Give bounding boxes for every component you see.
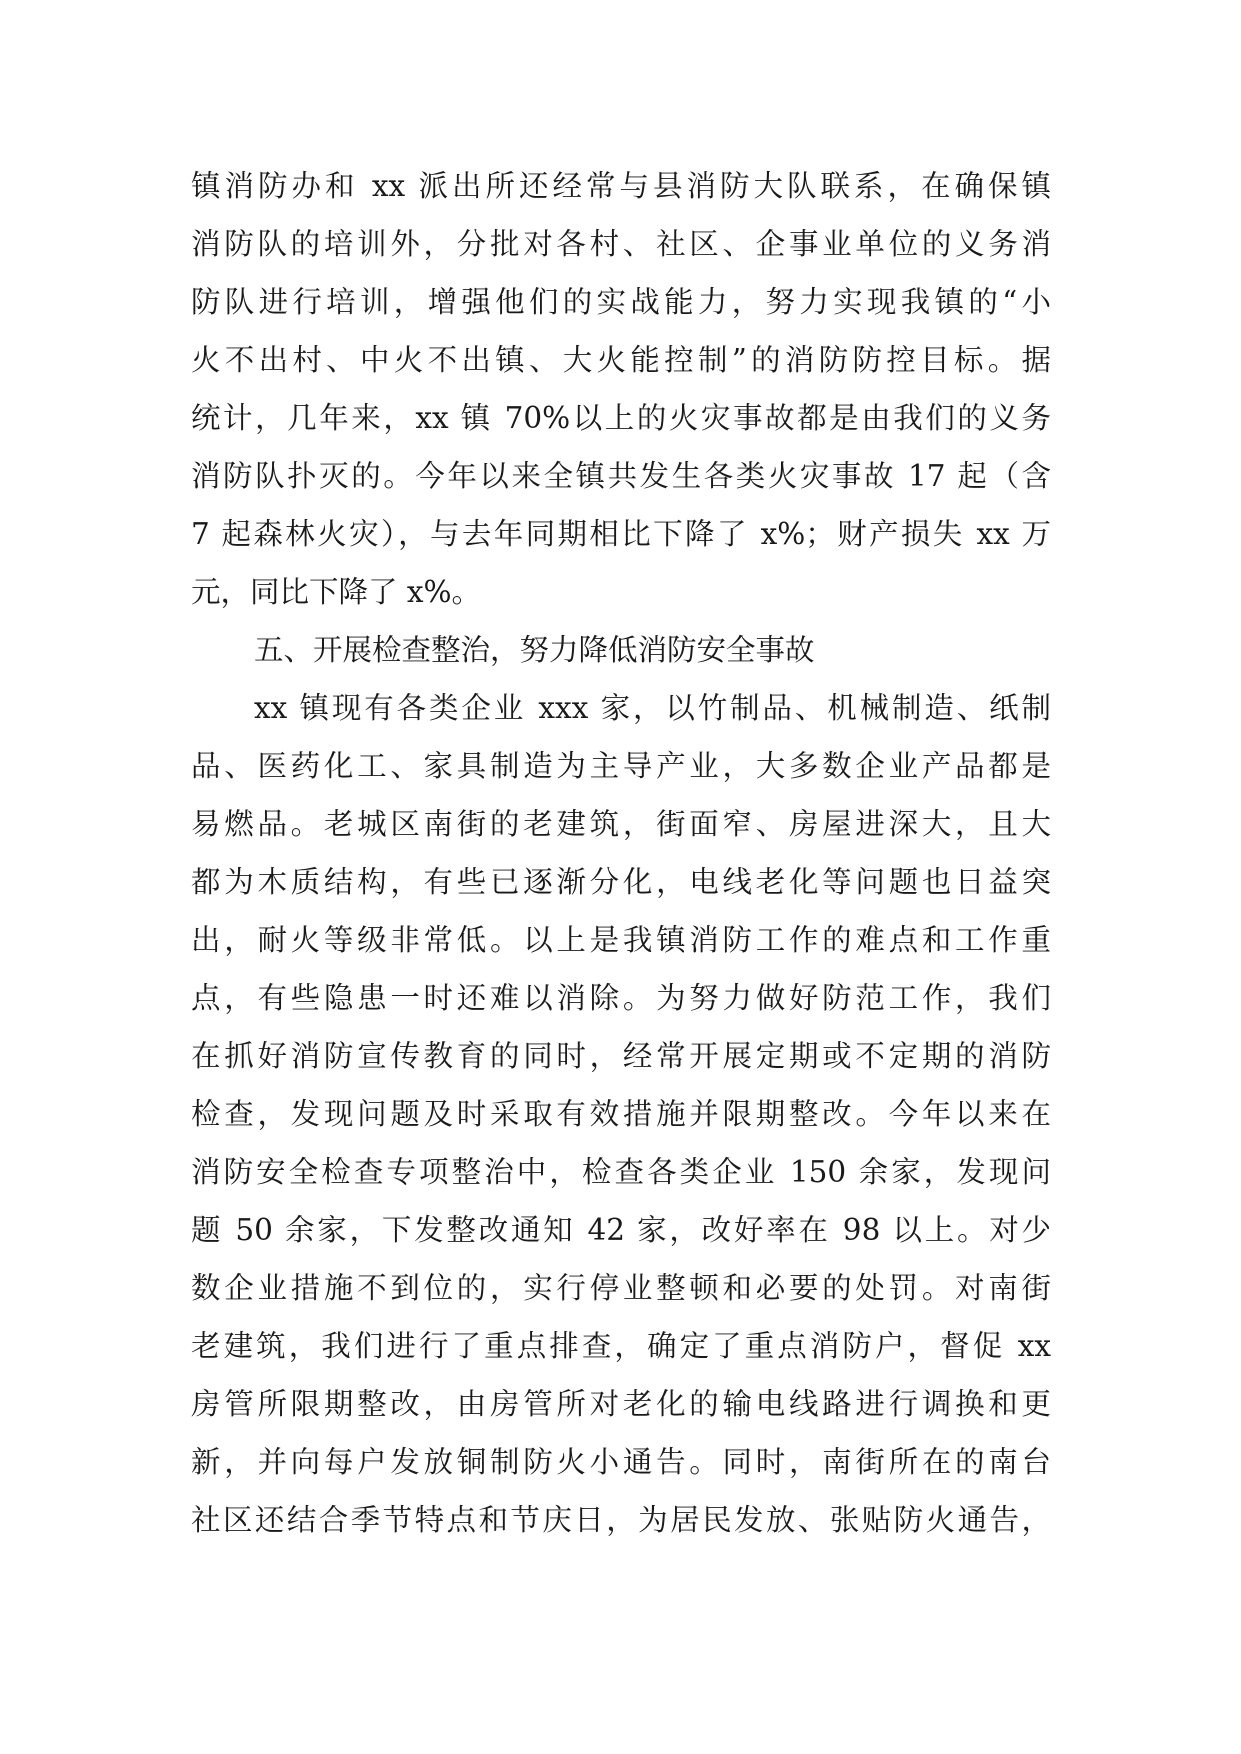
paragraph-1-line-5: 统计，几年来，xx 镇 70%以上的火灾事故都是由我们的义务	[191, 401, 1051, 435]
paragraph-2-line-8: 检查，发现问题及时采取有效措施并限期整改。今年以来在	[191, 1097, 1051, 1131]
section-heading: 五、开展检查整治，努力降低消防安全事故	[254, 633, 815, 667]
paragraph-2-line-13: 房管所限期整改，由房管所对老化的输电线路进行调换和更	[191, 1387, 1051, 1421]
paragraph-2-line-12: 老建筑，我们进行了重点排查，确定了重点消防户，督促 xx	[191, 1329, 1051, 1363]
paragraph-2-line-1: xx 镇现有各类企业 xxx 家，以竹制品、机械制造、纸制	[254, 691, 1051, 725]
paragraph-1-line-2: 消防队的培训外，分批对各村、社区、企事业单位的义务消	[191, 227, 1051, 261]
paragraph-2-line-2: 品、医药化工、家具制造为主导产业，大多数企业产品都是	[191, 749, 1051, 783]
paragraph-2-line-5: 出，耐火等级非常低。以上是我镇消防工作的难点和工作重	[191, 923, 1051, 957]
paragraph-1-line-1: 镇消防办和 xx 派出所还经常与县消防大队联系，在确保镇	[191, 169, 1051, 203]
paragraph-2-line-14: 新，并向每户发放铜制防火小通告。同时，南街所在的南台	[191, 1445, 1051, 1479]
paragraph-2-line-9: 消防安全检查专项整治中，检查各类企业 150 余家，发现问	[191, 1155, 1051, 1189]
paragraph-1-line-4: 火不出村、中火不出镇、大火能控制”的消防防控目标。据	[191, 343, 1051, 377]
paragraph-1-line-8: 元，同比下降了 x%。	[191, 575, 482, 609]
paragraph-2-line-4: 都为木质结构，有些已逐渐分化，电线老化等问题也日益突	[191, 865, 1051, 899]
paragraph-2-line-10: 题 50 余家，下发整改通知 42 家，改好率在 98 以上。对少	[191, 1213, 1051, 1247]
paragraph-1-line-6: 消防队扑灭的。今年以来全镇共发生各类火灾事故 17 起（含	[191, 459, 1051, 493]
paragraph-1-line-7: 7 起森林火灾），与去年同期相比下降了 x%；财产损失 xx 万	[191, 517, 1051, 551]
paragraph-2-line-7: 在抓好消防宣传教育的同时，经常开展定期或不定期的消防	[191, 1039, 1051, 1073]
paragraph-2-line-6: 点，有些隐患一时还难以消除。为努力做好防范工作，我们	[191, 981, 1051, 1015]
paragraph-2-line-3: 易燃品。老城区南街的老建筑，街面窄、房屋进深大，且大	[191, 807, 1051, 841]
paragraph-1-line-3: 防队进行培训，增强他们的实战能力，努力实现我镇的“小	[191, 285, 1051, 319]
paragraph-2-line-15: 社区还结合季节特点和节庆日，为居民发放、张贴防火通告，	[191, 1503, 1051, 1537]
paragraph-2-line-11: 数企业措施不到位的，实行停业整顿和必要的处罚。对南街	[191, 1271, 1051, 1305]
